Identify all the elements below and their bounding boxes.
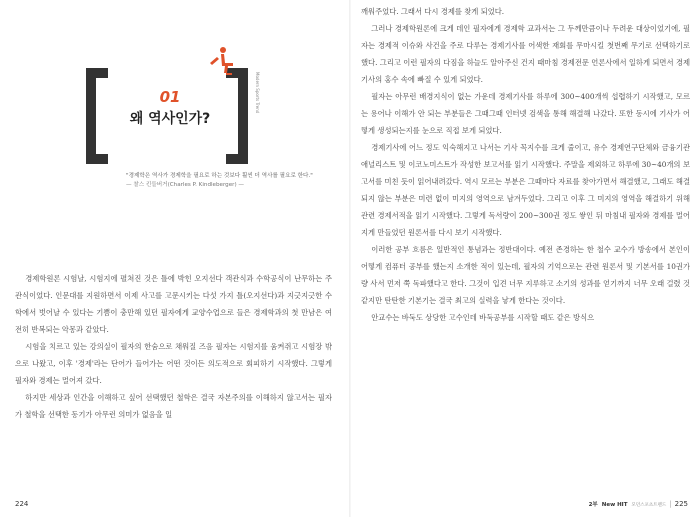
right-page [350, 0, 700, 517]
paragraph: 필자는 아무런 배경지식이 없는 가운데 경제기사를 하루에 300~400개씩 섭렵하기 시작했고, 모르는 용어나 이해가 안 되는 부분들은 그때그때 인터넷 검색을 통해 해결해 나갔다. 또한 동시에 기사가 어떻게 생성되는지를 눈으로 직접 보게 되었다. [361, 92, 690, 135]
part-label: 2부 [588, 502, 598, 508]
left-body-text [15, 270, 332, 423]
footer-separator: | [669, 500, 672, 508]
part-title: New HIT [601, 502, 628, 508]
right-running-footer [589, 500, 688, 508]
epigraph-source: — 찰스 킨들버거(Charles P. Kindleberger) — [126, 182, 245, 188]
paragraph: 경제학원론 시험날, 시험지에 펼쳐진 것은 틀에 박힌 오지선다 객관식과 수학공식이 난무하는 주관식이었다. 인문대를 지원하면서 이제 사고를 고문시키는 다섯 가지 틀(오지선다)과 지긋지긋한 수학에서 벗어날 수 있다는 기쁨이 충만해 있던 필자에게 교양수업으로 들은 경제학과의 첫 만남은 여전히 반복되는 악몽과 같았다. [15, 274, 332, 334]
paragraph: 시험을 치르고 있는 강의실이 필자의 한숨으로 채워질 즈음 필자는 시험지를 움켜쥐고 시험장 밖으로 나왔고, 이후 '경제'라는 단어가 들어가는 어떤 것이든 의도적으로 회피하기 시작했다. 그렇게 필자와 경제는 멀어져 갔다. [15, 342, 332, 385]
chapter-title: 왜 역사인가? [129, 111, 211, 127]
paragraph: 하지만 세상과 인간을 이해하고 싶어 선택했던 철학은 결국 자본주의를 이해하지 않고서는 필자가 철학을 선택한 동기가 아무런 의미가 없음을 일 [15, 393, 332, 419]
epigraph [126, 172, 336, 190]
sitting-figure-icon [206, 46, 236, 76]
paragraph: 그러나 경제학원론에 크게 데인 필자에게 경제학 교과서는 그 두께만큼이나 두려운 대상이었기에, 필자는 경제적 이슈와 사건을 주로 다루는 경제기사를 어색한 재회를 무마시킬 첫번째 무기로 선택하기로 했다. 그리고 이런 필자의 다짐을 하늘도 알아주신 건지 때마침 경제전문 언론사에서 일하게 되면서 경제기사의 홍수 속에 빠질 수 있게 되었다. [361, 24, 690, 84]
paragraph: 안교수는 바둑도 상당한 고수인데 바둑공부를 시작할 때도 같은 방식으 [371, 313, 595, 322]
left-page-number: 224 [15, 500, 29, 508]
right-body-text [361, 3, 690, 326]
paragraph: 이러한 공부 흐름은 일반적인 통념과는 정반대이다. 예전 존경하는 한 철수 교수가 방송에서 본인이 어떻게 컴퓨터 공부를 했는지 소개한 적이 있는데, 필자의 기억으로는 관련 원론서 및 기본서를 10권가량 사서 먼저 쭉 독파했다고 한다. 그것이 입견 너무 지루하고 소기의 성과를 얻기까지 너무 오래 걸렸 것 같지만 탄탄한 기본기는 결국 최고의 실력을 낳게 한다는 것이다. [361, 245, 690, 305]
chapter-number: 01 [159, 88, 181, 106]
book-title: 모던스포츠트렌드 [631, 503, 667, 508]
right-bracket [226, 68, 248, 164]
right-page-number: 225 [674, 500, 688, 508]
vertical-series-label: Modern Sports Trend [255, 72, 260, 114]
paragraph: 깨워주었다. 그래서 다시 경제를 찾게 되었다. [361, 7, 505, 16]
left-bracket [86, 68, 108, 164]
epigraph-text: "경제학은 역사가 경제학을 필요로 하는 것보다 훨씬 더 역사를 필요로 한다." [126, 173, 313, 179]
paragraph: 경제기사에 어느 정도 익숙해지고 나서는 기사 꼭지수를 크게 줄이고, 유수 경제연구단체와 금융기관 애널리스트 및 이코노미스트가 작성한 보고서를 읽기 시작했다. 주말을 제외하고 하루에 30~40개의 보고서를 미친 듯이 읽어내려갔다. 역시 모르는 부분은 그때마다 자료를 찾아가면서 해결했고, 그래도 해결되지 않는 부분은 미련 없이 미지의 영역으로 남겨두었다. 그리고 이후 그 미지의 영역을 해결하기 위해 관련 경제서적을 읽기 시작했다. 그렇게 독서량이 200~300권 정도 쌓인 뒤 마침내 필자와 경제를 멀어지게 만들었던 원론서를 다시 보기 시작했다. [361, 143, 690, 237]
